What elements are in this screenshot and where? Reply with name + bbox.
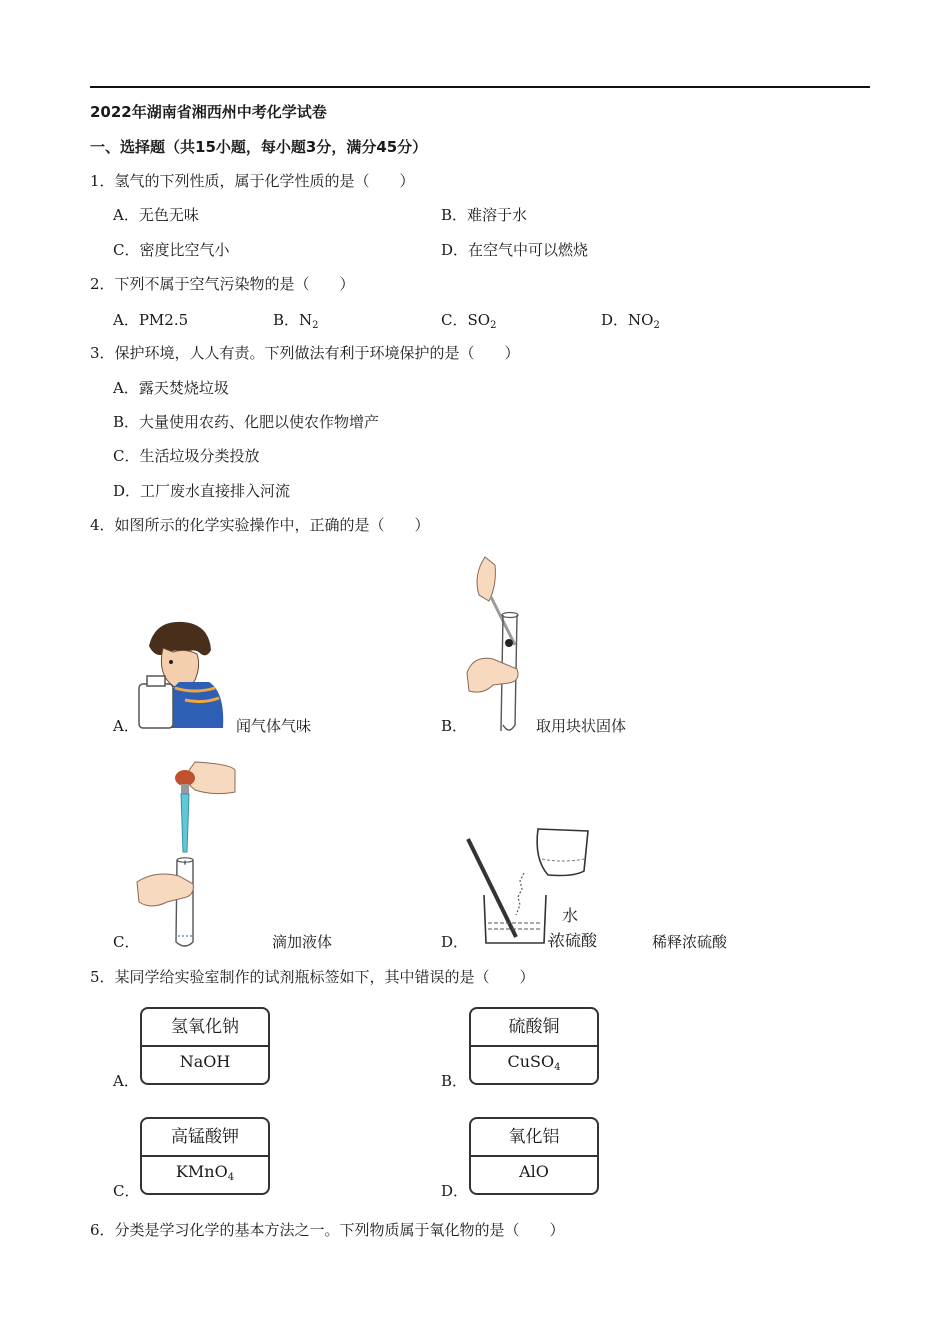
label-d — [469, 1117, 599, 1195]
q3-option-a: A．露天焚烧垃圾 — [113, 379, 229, 397]
label-a-name: 氢氧化钠 — [142, 1009, 268, 1047]
q4-option-b-caption: 取用块状固体 — [536, 717, 627, 735]
q4-option-b-letter: B． — [441, 717, 468, 735]
label-b — [469, 1007, 599, 1085]
label-a-formula: NaOH — [179, 1052, 231, 1071]
q2-option-b: B．$N_2$ — [273, 311, 319, 331]
q5-stem: 5．某同学给实验室制作的试剂瓶标签如下，其中错误的是（ ） — [90, 968, 535, 986]
section-heading: 一、选择题（共15小题，每小题3分，满分45分） — [90, 138, 428, 156]
label-c — [140, 1117, 270, 1195]
q5-option-b-letter: B． — [441, 1072, 468, 1090]
q5-option-d-letter: D． — [441, 1182, 469, 1200]
q1-option-d: D．在空气中可以燃烧 — [441, 241, 589, 259]
q6-stem: 6．分类是学习化学的基本方法之一。下列物质属于氧化物的是（ ） — [90, 1221, 565, 1239]
q1-option-b: B．难溶于水 — [441, 206, 528, 224]
q5-option-a-letter: A． — [113, 1072, 139, 1090]
q1-option-a: A．无色无味 — [113, 206, 199, 224]
q2-option-a: A．PM2.5 — [113, 311, 189, 329]
q4-option-a-caption: 闻气体气味 — [236, 717, 312, 735]
q3-option-d: D．工厂废水直接排入河流 — [113, 482, 291, 500]
block-solid-figure — [463, 555, 529, 731]
q2-stem: 2．下列不属于空气污染物的是（ ） — [90, 275, 355, 293]
label-d-formula: AlO — [519, 1162, 549, 1181]
smell-gas-figure — [135, 618, 227, 730]
q2-option-d: D．$NO_2$ — [601, 311, 660, 331]
q4-option-a-letter: A． — [113, 717, 139, 735]
water-label: 水 — [562, 906, 579, 925]
q1-stem: 1．氢气的下列性质，属于化学性质的是（ ） — [90, 172, 415, 190]
label-a — [140, 1007, 270, 1085]
label-b-name: 硫酸铜 — [471, 1009, 597, 1047]
q4-stem: 4．如图所示的化学实验操作中，正确的是（ ） — [90, 516, 430, 534]
q3-option-c: C．生活垃圾分类投放 — [113, 447, 260, 465]
label-b-formula: CuSO$_4$ — [507, 1052, 561, 1073]
drop-liquid-figure — [135, 760, 237, 948]
acid-label: 浓硫酸 — [549, 931, 598, 950]
doc-title: 2022年湖南省湘西州中考化学试卷 — [90, 103, 327, 121]
label-d-name: 氧化铝 — [471, 1119, 597, 1157]
q4-option-c-caption: 滴加液体 — [272, 933, 333, 951]
q4-option-d-letter: D． — [441, 933, 469, 951]
q1-option-c: C．密度比空气小 — [113, 241, 230, 259]
q2-option-c: C．$SO_2$ — [441, 311, 497, 331]
q5-option-c-letter: C． — [113, 1182, 140, 1200]
q3-stem: 3．保护环境，人人有责。下列做法有利于环境保护的是（ ） — [90, 344, 520, 362]
label-c-name: 高锰酸钾 — [142, 1119, 268, 1157]
label-c-formula: KMnO$_4$ — [175, 1162, 235, 1183]
q4-option-c-letter: C． — [113, 933, 140, 951]
q4-option-d-caption: 稀释浓硫酸 — [652, 933, 728, 951]
q3-option-b: B．大量使用农药、化肥以使农作物增产 — [113, 413, 380, 431]
header-rule — [90, 86, 870, 88]
